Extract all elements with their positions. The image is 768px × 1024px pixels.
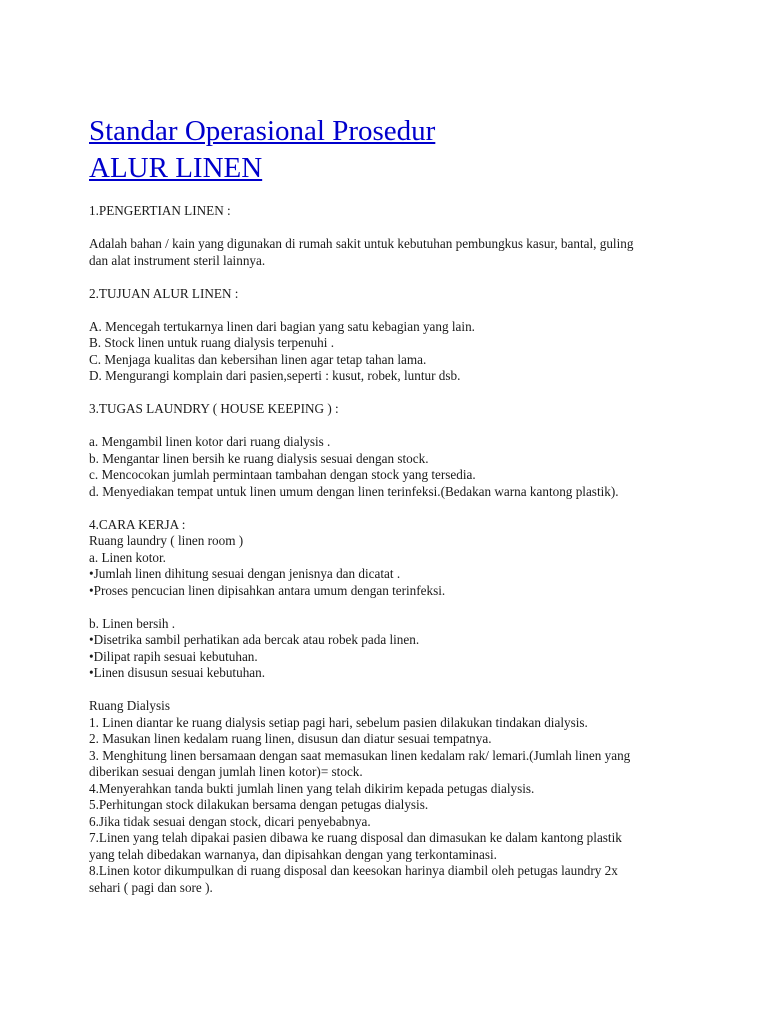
list-item: •Disetrika sambil perhatikan ada bercak atau robek pada linen. bbox=[89, 632, 420, 647]
list-item: C. Menjaga kualitas dan kebersihan linen agar tetap tahan lama. bbox=[89, 351, 427, 367]
section-heading: 3.TUGAS LAUNDRY ( HOUSE KEEPING ) : bbox=[89, 401, 339, 416]
list-item: yang telah dibedakan warnanya, dan dipisahkan dengan yang terkontaminasi. bbox=[89, 846, 497, 862]
paragraph-line: dan alat instrument steril lainnya. bbox=[89, 252, 266, 268]
section-heading: 1.PENGERTIAN LINEN : bbox=[89, 203, 231, 218]
list-item: A. Mencegah tertukarnya linen dari bagian yang satu kebagian yang lain. bbox=[89, 318, 475, 334]
document-page bbox=[89, 113, 689, 896]
list-item: •Linen disusun sesuai kebutuhan. bbox=[89, 665, 266, 680]
list-item: a. Linen kotor. bbox=[89, 549, 166, 565]
list-item: sehari ( pagi dan sore ). bbox=[89, 879, 213, 895]
list-item: b. Linen bersih . bbox=[89, 615, 176, 631]
title-link-line2[interactable]: ALUR LINEN bbox=[89, 152, 263, 184]
section-heading: 4.CARA KERJA : bbox=[89, 516, 186, 532]
list-item: •Proses pencucian linen dipisahkan antara umum dengan terinfeksi. bbox=[89, 582, 446, 598]
list-item: 1. Linen diantar ke ruang dialysis setiap pagi hari, sebelum pasien dilakukan tindakan dialysis. bbox=[89, 714, 588, 730]
subsection-heading: Ruang laundry ( linen room ) bbox=[89, 533, 244, 548]
section-pengertian bbox=[89, 203, 689, 269]
list-item: 8.Linen kotor dikumpulkan di ruang disposal dan keesokan harinya diambil oleh petugas laundry 2x bbox=[89, 863, 618, 878]
list-item: 5.Perhitungan stock dilakukan bersama dengan petugas dialysis. bbox=[89, 797, 429, 812]
section-cara-kerja bbox=[89, 517, 689, 897]
list-item: diberikan sesuai dengan jumlah linen kotor)= stock. bbox=[89, 764, 363, 779]
list-item: 2. Masukan linen kedalam ruang linen, disusun dan diatur sesuai tempatnya. bbox=[89, 731, 492, 746]
list-item: d. Menyediakan tempat untuk linen umum dengan linen terinfeksi.(Bedakan warna kantong plastik). bbox=[89, 483, 619, 499]
list-item: •Dilipat rapih sesuai kebutuhan. bbox=[89, 648, 258, 664]
section-tugas bbox=[89, 401, 689, 500]
subsection-heading: Ruang Dialysis bbox=[89, 698, 170, 713]
list-item: D. Mengurangi komplain dari pasien,seperti : kusut, robek, luntur dsb. bbox=[89, 368, 461, 383]
list-item: c. Mencocokan jumlah permintaan tambahan dengan stock yang tersedia. bbox=[89, 467, 476, 482]
section-heading: 2.TUJUAN ALUR LINEN : bbox=[89, 285, 239, 301]
list-item: b. Mengantar linen bersih ke ruang dialysis sesuai dengan stock. bbox=[89, 450, 429, 466]
list-item: •Jumlah linen dihitung sesuai dengan jenisnya dan dicatat . bbox=[89, 566, 401, 581]
section-tujuan bbox=[89, 286, 689, 385]
list-item: 7.Linen yang telah dipakai pasien dibawa ke ruang disposal dan dimasukan ke dalam kantong plastik bbox=[89, 830, 622, 845]
list-item: 3. Menghitung linen bersamaan dengan saat memasukan linen kedalam rak/ lemari.(Jumlah linen yang bbox=[89, 747, 631, 763]
list-item: 6.Jika tidak sesuai dengan stock, dicari penyebabnya. bbox=[89, 813, 371, 829]
paragraph-line: Adalah bahan / kain yang digunakan di rumah sakit untuk kebutuhan pembungkus kasur, bantal, guling bbox=[89, 236, 634, 251]
list-item: a. Mengambil linen kotor dari ruang dialysis . bbox=[89, 434, 331, 449]
list-item: B. Stock linen untuk ruang dialysis terpenuhi . bbox=[89, 335, 335, 350]
list-item: 4.Menyerahkan tanda bukti jumlah linen yang telah dikirim kepada petugas dialysis. bbox=[89, 780, 535, 796]
title-link-line1[interactable]: Standar Operasional Prosedur bbox=[89, 115, 436, 147]
